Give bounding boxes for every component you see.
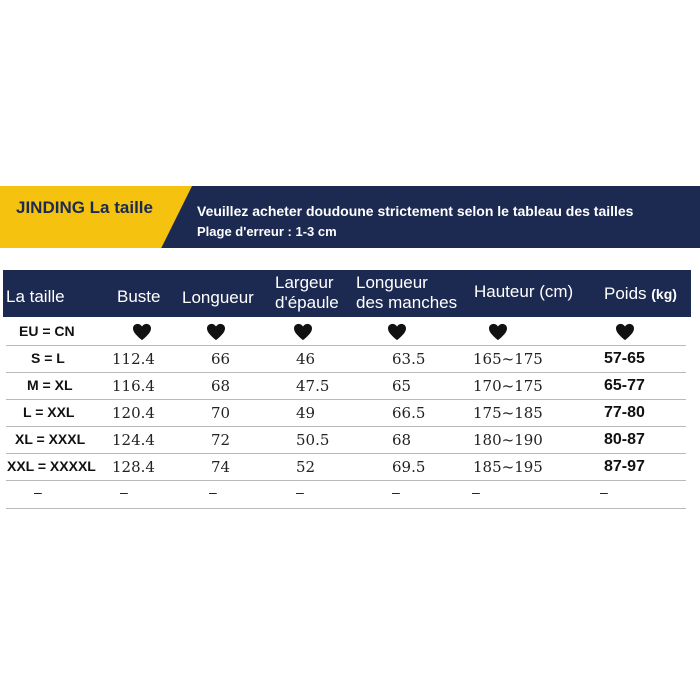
bust-cell: 124.4 — [112, 431, 155, 449]
length-cell: 68 — [211, 377, 231, 395]
sleeve-cell: 65 — [392, 377, 412, 395]
header-sleeve — [356, 273, 457, 313]
header-bust: Buste — [117, 287, 161, 306]
sleeve-cell: 69.5 — [392, 458, 426, 476]
notice-line-1: Veuillez acheter doudoune strictement selon le tableau des tailles — [197, 203, 634, 219]
bust-cell: 112.4 — [112, 350, 155, 368]
header-weight — [604, 284, 677, 304]
size-cell: S = L — [31, 350, 65, 366]
shoulder-cell: 52 — [296, 458, 316, 476]
table-row-empty — [6, 482, 686, 509]
brand-title: JINDING La taille — [16, 198, 153, 217]
title-banner — [0, 186, 700, 248]
sleeve-cell: 63.5 — [392, 350, 426, 368]
table-row-eu-cn — [6, 319, 686, 346]
length-cell: 66 — [211, 350, 231, 368]
heart-icon — [206, 323, 226, 341]
dash-placeholder: – — [600, 484, 608, 500]
header-height: Hauteur (cm) — [474, 282, 574, 301]
header-weight-unit: (kg) — [651, 286, 677, 302]
header-shoulder-line1: Largeur — [275, 273, 334, 292]
dash-placeholder: – — [392, 484, 400, 500]
header-weight-label: Poids — [604, 284, 647, 303]
size-label: EU = CN — [19, 323, 75, 339]
shoulder-cell: 46 — [296, 350, 316, 368]
size-cell: XL = XXXL — [15, 431, 86, 447]
weight-cell: 77-80 — [604, 404, 645, 421]
height-cell: 185~195 — [473, 458, 543, 476]
bust-cell: 120.4 — [112, 404, 155, 422]
table-row — [6, 454, 686, 481]
table-header — [3, 270, 691, 317]
weight-cell: 80-87 — [604, 431, 645, 448]
size-cell: M = XL — [27, 377, 73, 393]
size-cell: L = XXL — [23, 404, 75, 420]
table-row — [6, 373, 686, 400]
weight-cell: 87-97 — [604, 458, 645, 475]
notice-line-2: Plage d'erreur : 1-3 cm — [197, 224, 337, 239]
shoulder-cell: 50.5 — [296, 431, 330, 449]
length-cell: 70 — [211, 404, 231, 422]
header-sleeve-line2: des manches — [356, 293, 458, 312]
dash-placeholder: – — [472, 484, 480, 500]
header-length: Longueur — [182, 288, 254, 307]
table-row — [6, 346, 686, 373]
bust-cell: 128.4 — [112, 458, 155, 476]
heart-icon — [615, 323, 635, 341]
header-sleeve-line1: Longueur — [356, 273, 428, 292]
heart-icon — [387, 323, 407, 341]
bust-cell: 116.4 — [112, 377, 155, 395]
length-cell: 72 — [211, 431, 231, 449]
table-row — [6, 427, 686, 454]
dash-placeholder: – — [120, 484, 128, 500]
height-cell: 175~185 — [473, 404, 543, 422]
length-cell: 74 — [211, 458, 231, 476]
size-cell: XXL = XXXXL — [7, 458, 96, 474]
weight-cell: 57-65 — [604, 350, 645, 367]
header-shoulder-line2: d'épaule — [275, 293, 339, 312]
shoulder-cell: 49 — [296, 404, 316, 422]
heart-icon — [293, 323, 313, 341]
dash-placeholder: – — [34, 484, 42, 500]
shoulder-cell: 47.5 — [296, 377, 330, 395]
weight-cell: 65-77 — [604, 377, 645, 394]
dash-placeholder: – — [296, 484, 304, 500]
table-row — [6, 400, 686, 427]
header-size: La taille — [6, 287, 65, 306]
heart-icon — [132, 323, 152, 341]
heart-icon — [488, 323, 508, 341]
header-shoulder — [275, 273, 339, 313]
dash-placeholder: – — [209, 484, 217, 500]
sleeve-cell: 68 — [392, 431, 412, 449]
sleeve-cell: 66.5 — [392, 404, 426, 422]
height-cell: 170~175 — [473, 377, 543, 395]
height-cell: 165~175 — [473, 350, 543, 368]
height-cell: 180~190 — [473, 431, 543, 449]
